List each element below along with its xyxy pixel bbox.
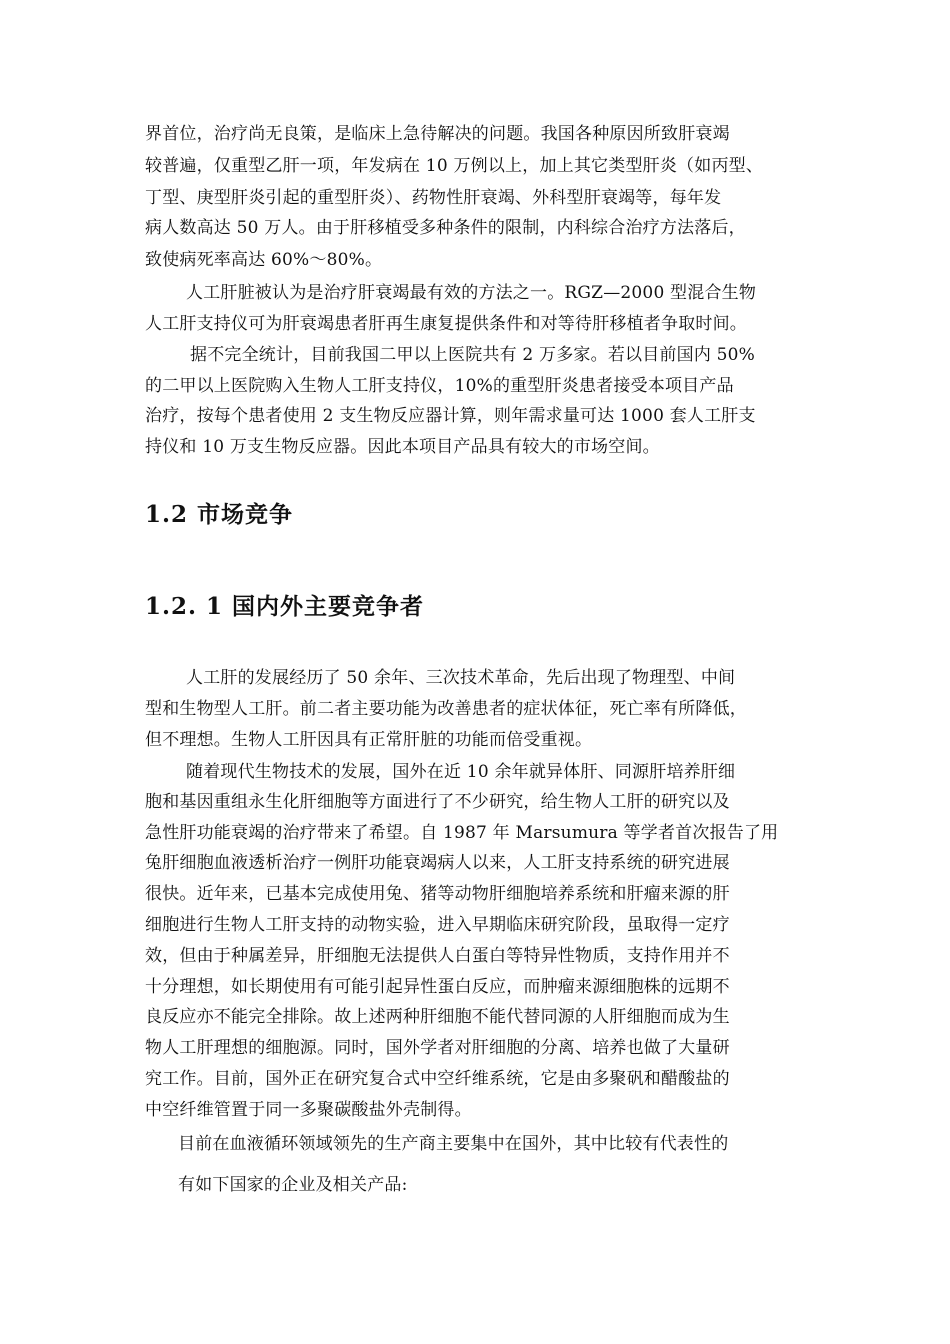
text-line: 十分理想，如长期使用有可能引起异性蛋白反应，而肿瘤来源细胞株的远期不: [145, 977, 730, 997]
text-line: 中空纤维管置于同一多聚碳酸盐外壳制得。: [145, 1100, 472, 1120]
text-line: 细胞进行生物人工肝支持的动物实验，进入早期临床研究阶段，虽取得一定疗: [145, 915, 730, 935]
text-line: 界首位，治疗尚无良策，是临床上急待解决的问题。我国各种原因所致肝衰竭: [145, 124, 730, 144]
text-line: 随着现代生物技术的发展，国外在近 10 余年就异体肝、同源肝培养肝细: [186, 762, 736, 782]
text-line: 治疗，按每个患者使用 2 支生物反应器计算，则年需求量可达 1000 套人工肝支: [145, 406, 756, 426]
text-line: 但不理想。生物人工肝因具有正常肝脏的功能而倍受重视。: [145, 730, 593, 750]
text-line: 人工肝脏被认为是治疗肝衰竭最有效的方法之一。RGZ—2000 型混合生物: [186, 283, 757, 303]
text-line: 究工作。目前，国外正在研究复合式中空纤维系统，它是由多聚矾和醋酸盐的: [145, 1069, 730, 1089]
text-line: 丁型、庚型肝炎引起的重型肝炎）、药物性肝衰竭、外科型肝衰竭等，每年发: [145, 188, 722, 208]
text-line: 人工肝的发展经历了 50 余年、三次技术革命，先后出现了物理型、中间: [186, 668, 736, 688]
text-line: 良反应亦不能完全排除。故上述两种肝细胞不能代替同源的人肝细胞而成为生: [145, 1007, 730, 1027]
text-line: 兔肝细胞血液透析治疗一例肝功能衰竭病人以来，人工肝支持系统的研究进展: [145, 853, 730, 873]
text-line: 的二甲以上医院购入生物人工肝支持仪，10%的重型肝炎患者接受本项目产品: [145, 376, 734, 396]
text-line: 有如下国家的企业及相关产品:: [178, 1175, 408, 1195]
text-line: 病人数高达 50 万人。由于肝移植受多种条件的限制，内科综合治疗方法落后，: [145, 218, 746, 238]
text-line: 据不完全统计，目前我国二甲以上医院共有 2 万多家。若以目前国内 50%: [190, 345, 756, 365]
text-line: 致使病死率高达 60%～80%。: [145, 250, 383, 270]
text-line: 持仪和 10 万支生物反应器。因此本项目产品具有较大的市场空间。: [145, 437, 660, 457]
subsection-heading: 1.2. 1 国内外主要竞争者: [145, 593, 425, 620]
text-line: 人工肝支持仪可为肝衰竭患者肝再生康复提供条件和对等待肝移植者争取时间。: [145, 314, 747, 334]
text-line: 型和生物型人工肝。前二者主要功能为改善患者的症状体征，死亡率有所降低，: [145, 699, 747, 719]
text-line: 效，但由于种属差异，肝细胞无法提供人白蛋白等特异性物质，支持作用并不: [145, 946, 730, 966]
text-line: 急性肝功能衰竭的治疗带来了希望。自 1987 年 Marsumura 等学者首次报告了用: [145, 823, 779, 843]
text-line: 很快。近年来，已基本完成使用兔、猪等动物肝细胞培养系统和肝瘤来源的肝: [145, 884, 730, 904]
text-line: 较普遍，仅重型乙肝一项，年发病在 10 万例以上，加上其它类型肝炎（如丙型、: [145, 156, 764, 176]
section-heading: 1.2 市场竞争: [145, 501, 294, 528]
text-line: 目前在血液循环领域领先的生产商主要集中在国外，其中比较有代表性的: [178, 1134, 729, 1154]
text-line: 物人工肝理想的细胞源。同时，国外学者对肝细胞的分离、培养也做了大量研: [145, 1038, 730, 1058]
text-line: 胞和基因重组永生化肝细胞等方面进行了不少研究，给生物人工肝的研究以及: [145, 792, 730, 812]
